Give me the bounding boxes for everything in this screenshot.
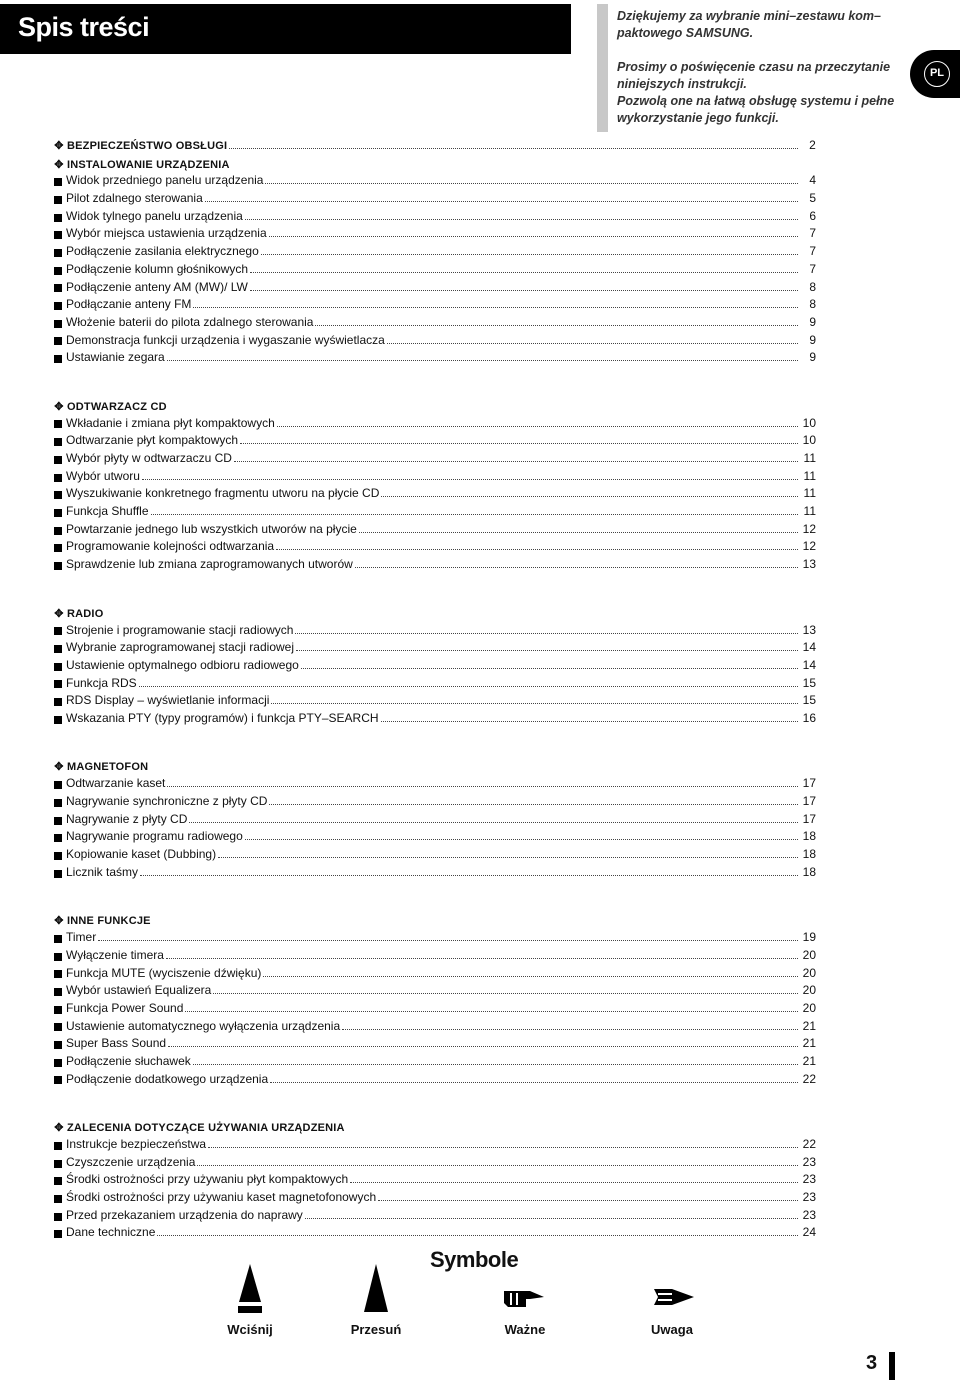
dot-leader: [342, 1029, 798, 1030]
bullet-square-icon: [54, 509, 62, 517]
bullet-square-icon: [54, 970, 62, 978]
dot-leader: [213, 993, 798, 994]
toc-entry: [54, 1054, 816, 1072]
dot-leader: [271, 703, 798, 704]
dot-leader: [269, 236, 798, 237]
toc-entry-label: Funkcja Power Sound: [66, 1000, 184, 1015]
toc-entry: [54, 693, 816, 711]
toc-entry-label: Podłączenie kolumn głośnikowych: [66, 261, 249, 276]
toc-entry-page: 11: [803, 504, 816, 519]
toc-entry-page: 18: [802, 864, 816, 879]
toc-entry-label: Powtarzanie jednego lub wszystkich utworów na płycie: [66, 521, 357, 536]
toc-section: [54, 398, 816, 575]
section-heading: [54, 138, 816, 156]
toc-entry-label: Funkcja Shuffle: [66, 504, 149, 519]
press-icon: [234, 1262, 266, 1314]
toc-entry-label: Kopiowanie kaset (Dubbing): [66, 847, 217, 862]
bullet-square-icon: [54, 491, 62, 499]
dot-leader: [269, 804, 798, 805]
toc-entry-page: 6: [809, 208, 816, 223]
table-of-contents: [54, 138, 816, 1243]
symbol-label-note: Uwaga: [651, 1322, 693, 1337]
toc-entry: [54, 1172, 816, 1190]
dot-leader: [355, 567, 798, 568]
bullet-square-icon: [54, 302, 62, 310]
section-marker-icon: ✥: [54, 400, 64, 413]
bullet-square-icon: [54, 1076, 62, 1084]
bullet-square-icon: [54, 852, 62, 860]
section-heading: [54, 605, 816, 623]
toc-entry-page: 22: [802, 1071, 816, 1086]
toc-entry-page: 5: [809, 191, 816, 206]
toc-entry-label: Pilot zdalnego sterowania: [66, 191, 203, 206]
toc-entry: [54, 1137, 816, 1155]
toc-entry-label: Nagrywanie synchroniczne z płyty CD: [66, 794, 268, 808]
dot-leader: [193, 1064, 798, 1065]
dot-leader: [208, 1147, 798, 1148]
toc-entry-label: Środki ostrożności przy używaniu kaset magnetofonowych: [66, 1190, 377, 1205]
dot-leader: [378, 1200, 798, 1201]
toc-entry-label: RDS Display – wyświetlanie informacji: [66, 693, 270, 708]
bullet-square-icon: [54, 988, 62, 996]
section-marker-icon: ✥: [54, 140, 64, 152]
toc-entry: [54, 658, 816, 676]
bullet-square-icon: [54, 781, 62, 789]
toc-entry-page: 11: [803, 486, 816, 501]
toc-entry-label: Wybór utworu: [66, 468, 140, 483]
dot-leader: [261, 254, 798, 255]
toc-entry: [54, 469, 816, 487]
bullet-square-icon: [54, 1195, 62, 1203]
bullet-square-icon: [54, 337, 62, 345]
intro-accent-strip: [597, 4, 608, 132]
dot-leader: [295, 633, 798, 634]
toc-entry-page: 10: [802, 415, 816, 430]
bullet-square-icon: [54, 214, 62, 222]
toc-entry: [54, 1190, 816, 1208]
bullet-square-icon: [54, 817, 62, 825]
bullet-square-icon: [54, 178, 62, 186]
toc-entry-label: Sprawdzenie lub zmiana zaprogramowanych utworów: [66, 557, 353, 572]
toc-entry: [54, 930, 816, 948]
toc-entry: [54, 1001, 816, 1019]
toc-section: [54, 912, 816, 1089]
section-marker-icon: ✥: [54, 761, 64, 774]
toc-entry-page: 21: [802, 1036, 816, 1051]
toc-entry: [54, 333, 816, 351]
bullet-square-icon: [54, 1177, 62, 1185]
toc-entry-page: 17: [802, 811, 816, 826]
toc-entry-label: Środki ostrożności przy używaniu płyt kompaktowych: [66, 1172, 349, 1187]
section-marker-icon: ✥: [54, 158, 64, 171]
page-number: 3: [866, 1352, 878, 1374]
symbol-label-push: Przesuń: [350, 1322, 402, 1337]
dot-leader: [250, 290, 798, 291]
toc-entry: [54, 522, 816, 540]
toc-entry-label: Demonstracja funkcji urządzenia i wygaszanie wyświetlacza: [66, 332, 385, 347]
toc-entry-page: 20: [802, 983, 816, 998]
toc-entry: [54, 676, 816, 694]
toc-entry: [54, 315, 816, 333]
toc-entry-label: Podłączenie słuchawek: [66, 1053, 191, 1068]
section-marker-icon: ✥: [54, 607, 64, 620]
toc-section: [54, 138, 816, 156]
toc-entry-label: Podłączanie anteny FM: [66, 297, 192, 312]
dot-leader: [350, 1182, 798, 1183]
bullet-square-icon: [54, 799, 62, 807]
toc-entry: [54, 244, 816, 262]
toc-entry-label: Programowanie kolejności odtwarzania: [66, 539, 275, 554]
dot-leader: [185, 1011, 798, 1012]
toc-entry-label: Ustawianie zegara: [66, 350, 165, 365]
toc-entry-page: 22: [802, 1137, 816, 1151]
toc-entry: [54, 794, 816, 812]
toc-entry-label: Odtwarzanie kaset: [66, 776, 166, 791]
toc-entry-page: 15: [802, 693, 816, 708]
toc-entry-page: 7: [809, 244, 816, 259]
bullet-square-icon: [54, 420, 62, 428]
bullet-square-icon: [54, 680, 62, 688]
page-title: Spis treści: [18, 12, 150, 42]
section-heading: [54, 759, 816, 777]
toc-entry: [54, 350, 816, 368]
language-badge: PL: [924, 61, 950, 87]
toc-entry: [54, 280, 816, 298]
toc-entry-page: 18: [802, 847, 816, 862]
bullet-square-icon: [54, 196, 62, 204]
toc-entry: [54, 1019, 816, 1037]
dot-leader: [205, 201, 798, 202]
toc-entry-page: 7: [809, 226, 816, 241]
bullet-square-icon: [54, 562, 62, 570]
dot-leader: [381, 721, 798, 722]
dot-leader: [359, 532, 798, 533]
toc-entry-label: Przed przekazaniem urządzenia do naprawy: [66, 1207, 303, 1222]
toc-entry: [54, 209, 816, 227]
section-title: INNE FUNKCJE: [67, 915, 151, 928]
toc-entry-page: 24: [802, 1225, 816, 1240]
toc-entry-label: Podłączenie zasilania elektrycznego: [66, 244, 259, 259]
toc-entry-page: 8: [809, 279, 816, 294]
section-heading: [54, 912, 816, 930]
toc-entry: [54, 1036, 816, 1054]
dot-leader: [250, 272, 798, 273]
toc-entry-label: Ustawienie automatycznego wyłączenia urządzenia: [66, 1018, 341, 1033]
toc-entry-label: Instrukcje bezpieczeństwa: [66, 1137, 207, 1151]
dot-leader: [240, 443, 798, 444]
toc-entry-page: 21: [802, 1018, 816, 1033]
toc-entry: [54, 226, 816, 244]
toc-entry: [54, 948, 816, 966]
dot-leader: [387, 343, 798, 344]
bullet-square-icon: [54, 834, 62, 842]
dot-leader: [157, 1235, 798, 1236]
note-hand-icon: [650, 1283, 696, 1311]
toc-entry-label: Funkcja RDS: [66, 675, 137, 690]
section-page: 2: [809, 138, 816, 152]
toc-entry: [54, 451, 816, 469]
toc-entry-page: 13: [802, 557, 816, 572]
toc-entry: [54, 640, 816, 658]
toc-entry: [54, 865, 816, 883]
toc-section: [54, 1119, 816, 1243]
toc-entry-page: 12: [802, 521, 816, 536]
dot-leader: [245, 219, 798, 220]
bullet-square-icon: [54, 1041, 62, 1049]
toc-entry: [54, 557, 816, 575]
toc-entry: [54, 416, 816, 434]
dot-leader: [167, 360, 798, 361]
bullet-square-icon: [54, 355, 62, 363]
section-title: INSTALOWANIE URZĄDZENIA: [67, 158, 230, 171]
toc-entry-page: 8: [809, 297, 816, 312]
bullet-square-icon: [54, 527, 62, 535]
bullet-square-icon: [54, 953, 62, 961]
toc-entry-page: 12: [802, 539, 816, 554]
toc-entry: [54, 173, 816, 191]
toc-entry-page: 10: [802, 433, 816, 448]
toc-entry: [54, 711, 816, 729]
bullet-square-icon: [54, 284, 62, 292]
dot-leader: [139, 686, 798, 687]
toc-entry-page: 7: [809, 261, 816, 276]
dot-leader: [98, 940, 798, 941]
dot-leader: [234, 461, 798, 462]
toc-entry-label: Podłączenie dodatkowego urządzenia: [66, 1071, 269, 1086]
bullet-square-icon: [54, 320, 62, 328]
toc-entry-label: Wybranie zaprogramowanej stacji radiowej: [66, 640, 294, 655]
toc-entry: [54, 983, 816, 1001]
toc-entry-label: Wyszukiwanie konkretnego fragmentu utworu na płycie CD: [66, 486, 380, 501]
bullet-square-icon: [54, 438, 62, 446]
toc-entry-page: 15: [802, 675, 816, 690]
bullet-square-icon: [54, 231, 62, 239]
toc-entry: [54, 486, 816, 504]
section-marker-icon: ✥: [54, 915, 64, 928]
section-title: BEZPIECZEŃSTWO OBSŁUGI: [67, 140, 228, 152]
toc-entry-label: Wybór miejsca ustawienia urządzenia: [66, 226, 267, 241]
symbol-label-press: Wciśnij: [227, 1322, 273, 1337]
toc-entry-page: 23: [802, 1207, 816, 1222]
toc-entry-label: Ustawienie optymalnego odbioru radiowego: [66, 657, 299, 672]
dot-leader: [265, 183, 798, 184]
toc-entry-label: Strojenie i programowanie stacji radiowych: [66, 622, 294, 637]
bullet-square-icon: [54, 1023, 62, 1031]
toc-entry-page: 11: [803, 468, 816, 483]
toc-entry: [54, 1155, 816, 1173]
section-heading: [54, 398, 816, 416]
dot-leader: [245, 839, 798, 840]
toc-entry-page: 9: [809, 350, 816, 365]
dot-leader: [166, 958, 798, 959]
dot-leader: [263, 976, 798, 977]
intro-line: Pozwolą one na łatwą obsługę systemu i pełne wykorzystanie jego funkcji.: [617, 94, 895, 125]
dot-leader: [277, 426, 798, 427]
section-heading: [54, 156, 816, 174]
toc-section: [54, 156, 816, 368]
toc-entry-page: 4: [809, 173, 816, 188]
toc-entry: [54, 829, 816, 847]
bullet-square-icon: [54, 870, 62, 878]
toc-entry-label: Timer: [66, 930, 97, 945]
toc-entry-page: 14: [802, 657, 816, 672]
symbols-title: Symbole: [430, 1247, 519, 1272]
title-bar: [0, 4, 571, 54]
section-heading: [54, 1119, 816, 1137]
intro-text: [617, 8, 907, 144]
toc-entry: [54, 623, 816, 641]
dot-leader: [193, 307, 798, 308]
toc-entry-label: Odtwarzanie płyt kompaktowych: [66, 433, 239, 448]
toc-entry-label: Funkcja MUTE (wyciszenie dźwięku): [66, 965, 262, 980]
toc-entry: [54, 1208, 816, 1226]
bullet-square-icon: [54, 1006, 62, 1014]
dot-leader: [189, 822, 798, 823]
toc-entry-label: Wkładanie i zmiana płyt kompaktowych: [66, 415, 275, 430]
toc-entry-label: Wybór płyty w odtwarzaczu CD: [66, 451, 232, 465]
toc-entry-page: 20: [802, 965, 816, 980]
section-marker-icon: ✥: [54, 1122, 64, 1135]
dot-leader: [142, 479, 798, 480]
dot-leader: [168, 1046, 798, 1047]
dot-leader: [167, 786, 798, 787]
dot-leader: [151, 514, 799, 515]
toc-entry-page: 20: [802, 1000, 816, 1015]
toc-entry-page: 23: [802, 1154, 816, 1169]
push-icon: [360, 1262, 392, 1314]
toc-entry: [54, 1225, 816, 1243]
important-hand-icon: [500, 1283, 546, 1311]
bullet-square-icon: [54, 645, 62, 653]
bullet-square-icon: [54, 456, 62, 464]
bullet-square-icon: [54, 474, 62, 482]
toc-entry-page: 9: [809, 314, 816, 329]
toc-entry-page: 23: [802, 1172, 816, 1187]
toc-entry-label: Dane techniczne: [66, 1225, 156, 1240]
dot-leader: [276, 549, 798, 550]
dot-leader: [270, 1082, 798, 1083]
dot-leader: [305, 1218, 798, 1219]
toc-entry-page: 16: [802, 710, 816, 725]
toc-entry: [54, 847, 816, 865]
toc-entry-page: 11: [803, 451, 816, 465]
section-title: ZALECENIA DOTYCZĄCE UŻYWANIA URZĄDZENIA: [67, 1122, 345, 1135]
dot-leader: [140, 875, 798, 876]
toc-entry: [54, 297, 816, 315]
page-number-bar: [889, 1352, 895, 1380]
toc-entry: [54, 1072, 816, 1090]
toc-entry-page: 19: [802, 930, 816, 945]
toc-entry-label: Nagrywanie programu radiowego: [66, 829, 243, 844]
bullet-square-icon: [54, 1230, 62, 1238]
symbol-label-important: Ważne: [504, 1322, 546, 1337]
toc-entry: [54, 504, 816, 522]
intro-line: Dziękujemy za wybranie mini–zestawu kom–paktowego SAMSUNG.: [617, 9, 881, 40]
toc-entry-label: Super Bass Sound: [66, 1036, 167, 1051]
toc-entry-page: 18: [802, 829, 816, 844]
dot-leader: [301, 668, 798, 669]
toc-entry-label: Nagrywanie z płyty CD: [66, 811, 188, 826]
toc-entry-page: 9: [809, 332, 816, 347]
dot-leader: [296, 650, 798, 651]
toc-entry: [54, 776, 816, 794]
toc-entry-label: Podłączenie anteny AM (MW)/ LW: [66, 279, 248, 294]
toc-entry-label: Wyłączenie timera: [66, 947, 164, 962]
toc-section: [54, 605, 816, 729]
toc-entry: [54, 433, 816, 451]
toc-entry-label: Widok przedniego panelu urządzenia: [66, 173, 264, 188]
toc-entry-label: Widok tylnego panelu urządzenia: [66, 208, 243, 223]
intro-line: Prosimy o poświęcenie czasu na przeczytanie niniejszych instrukcji.: [617, 60, 891, 91]
toc-entry-page: 21: [802, 1053, 816, 1068]
bullet-square-icon: [54, 1142, 62, 1150]
toc-section: [54, 759, 816, 883]
toc-entry-page: 20: [802, 947, 816, 962]
toc-entry-label: Licznik taśmy: [66, 864, 139, 879]
toc-entry-label: Wskazania PTY (typy programów) i funkcja PTY–SEARCH: [66, 710, 379, 725]
toc-entry-label: Wybór ustawień Equalizera: [66, 983, 212, 998]
dot-leader: [197, 1165, 798, 1166]
toc-entry-page: 14: [802, 640, 816, 655]
bullet-square-icon: [54, 698, 62, 706]
dot-leader: [381, 496, 798, 497]
toc-entry-label: Włożenie baterii do pilota zdalnego sterowania: [66, 314, 314, 329]
bullet-square-icon: [54, 1160, 62, 1168]
toc-entry-page: 13: [802, 622, 816, 637]
toc-entry-page: 23: [802, 1190, 816, 1205]
bullet-square-icon: [54, 627, 62, 635]
toc-entry-label: Czyszczenie urządzenia: [66, 1154, 196, 1169]
section-title: RADIO: [67, 607, 104, 620]
dot-leader: [229, 148, 798, 149]
bullet-square-icon: [54, 663, 62, 671]
toc-entry: [54, 539, 816, 557]
toc-entry-page: 17: [802, 794, 816, 808]
toc-entry: [54, 262, 816, 280]
toc-entry-page: 17: [802, 776, 816, 791]
dot-leader: [218, 857, 798, 858]
section-title: MAGNETOFON: [67, 761, 149, 774]
bullet-square-icon: [54, 249, 62, 257]
bullet-square-icon: [54, 544, 62, 552]
dot-leader: [315, 325, 798, 326]
toc-entry: [54, 966, 816, 984]
bullet-square-icon: [54, 1059, 62, 1067]
section-title: ODTWARZACZ CD: [67, 400, 167, 413]
bullet-square-icon: [54, 716, 62, 724]
bullet-square-icon: [54, 267, 62, 275]
bullet-square-icon: [54, 935, 62, 943]
bullet-square-icon: [54, 1213, 62, 1221]
toc-entry: [54, 191, 816, 209]
toc-entry: [54, 812, 816, 830]
